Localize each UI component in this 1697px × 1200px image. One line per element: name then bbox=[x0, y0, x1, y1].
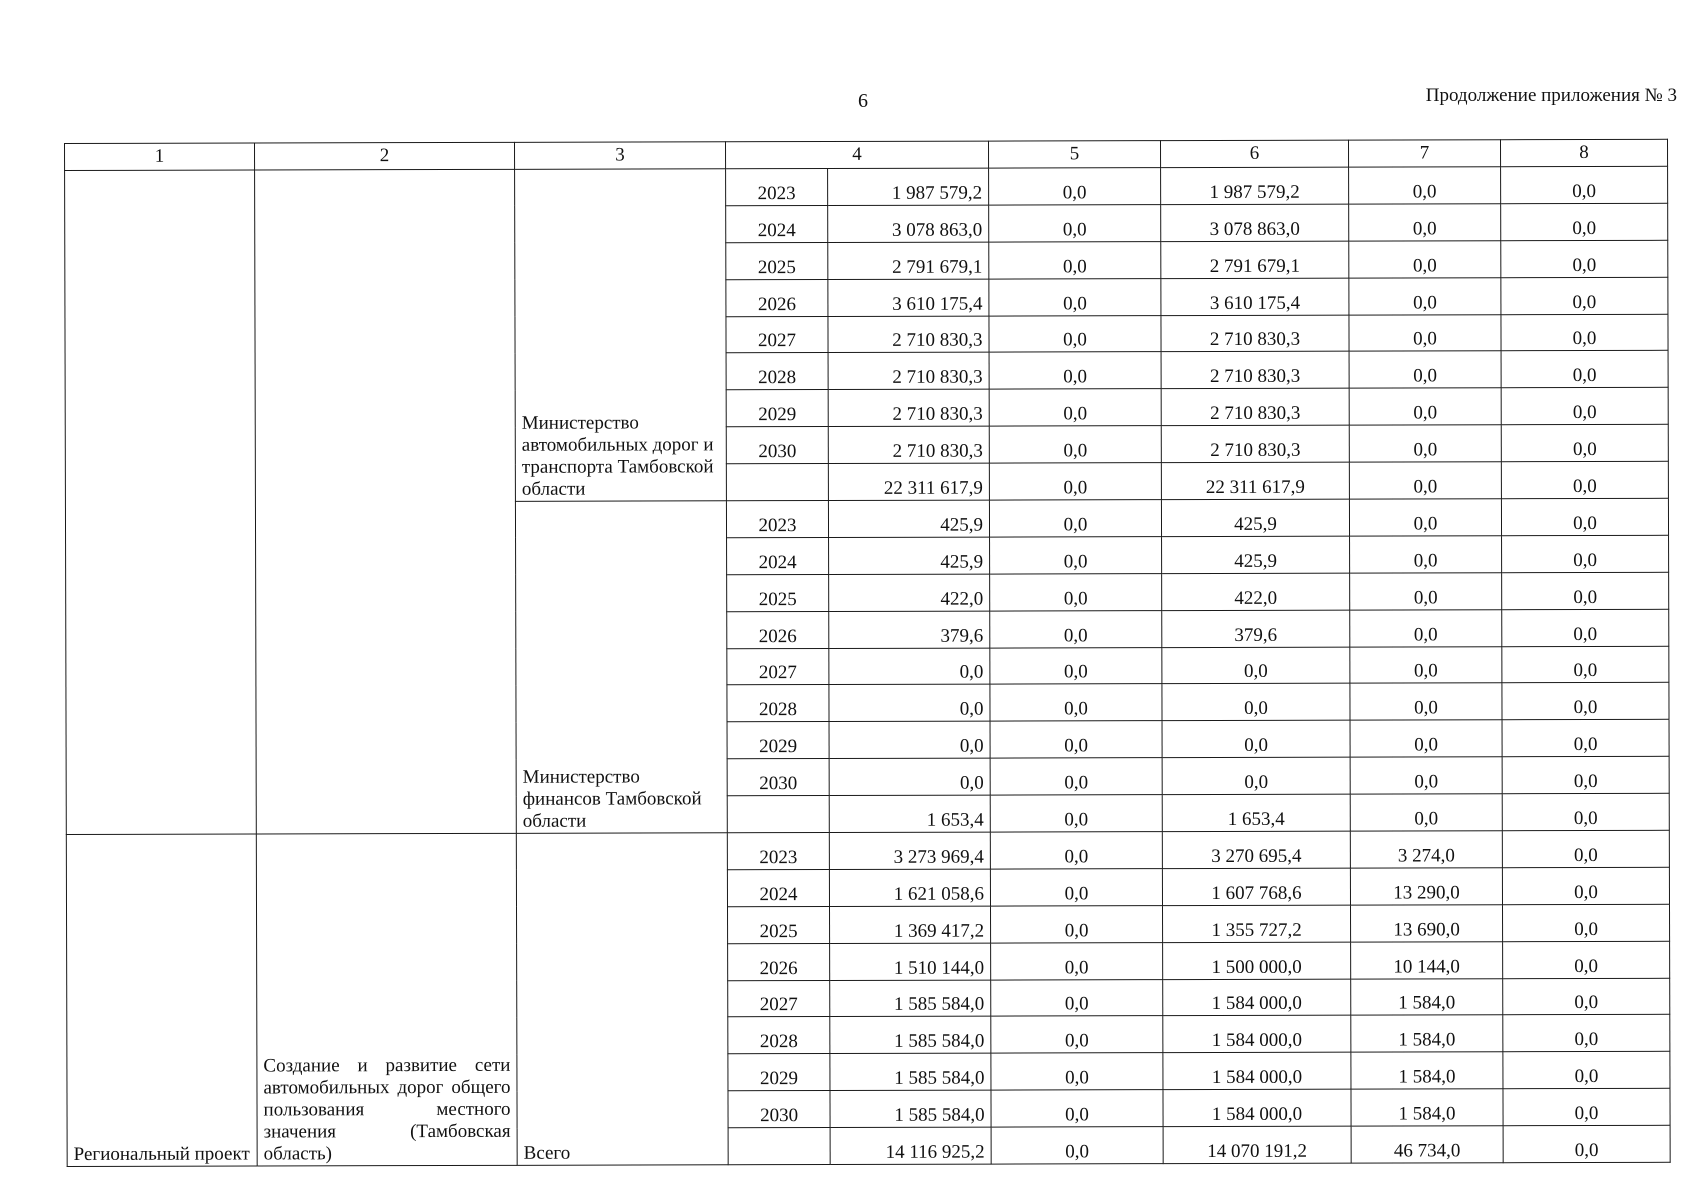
value-cell: 0,0 bbox=[1350, 794, 1502, 831]
value-cell: 0,0 bbox=[1349, 204, 1501, 241]
value-cell: 0,0 bbox=[1162, 684, 1350, 721]
value-cell: 10 144,0 bbox=[1351, 941, 1503, 978]
value-cell: 0,0 bbox=[1350, 646, 1502, 683]
value-cell: 422,0 bbox=[1162, 573, 1350, 610]
value-cell: 1 584,0 bbox=[1351, 1052, 1503, 1089]
total-cell: 1 987 579,2 bbox=[828, 168, 989, 205]
value-cell: 0,0 bbox=[989, 352, 1161, 389]
total-cell: 1 585 584,0 bbox=[830, 1090, 991, 1127]
value-cell: 0,0 bbox=[1162, 757, 1350, 794]
responsible-cell: Министерство автомобильных дорог и транспорта Тамбовской области bbox=[515, 169, 727, 502]
value-cell: 0,0 bbox=[990, 758, 1162, 795]
value-cell: 0,0 bbox=[1502, 904, 1669, 941]
year-cell: 2029 bbox=[726, 390, 828, 427]
responsible-cell: Министерство финансов Тамбовской области bbox=[515, 501, 727, 834]
value-cell: 0,0 bbox=[989, 389, 1161, 426]
year-cell bbox=[728, 1128, 830, 1165]
year-cell: 2026 bbox=[726, 279, 828, 316]
year-cell: 2030 bbox=[727, 759, 829, 796]
value-cell: 0,0 bbox=[1501, 277, 1668, 314]
value-cell: 2 710 830,3 bbox=[1161, 352, 1349, 389]
page-number: 6 bbox=[858, 90, 868, 112]
total-cell: 14 116 925,2 bbox=[830, 1127, 991, 1164]
year-cell: 2023 bbox=[726, 501, 828, 538]
value-cell: 0,0 bbox=[1503, 1052, 1670, 1089]
value-cell: 3 610 175,4 bbox=[1161, 278, 1349, 315]
total-cell: 1 585 584,0 bbox=[830, 980, 991, 1017]
row-name-cell bbox=[255, 169, 517, 834]
year-cell: 2023 bbox=[727, 833, 829, 870]
value-cell: 0,0 bbox=[1502, 609, 1669, 646]
value-cell: 0,0 bbox=[1502, 646, 1669, 683]
total-cell: 379,6 bbox=[829, 611, 990, 648]
value-cell: 0,0 bbox=[991, 905, 1163, 942]
year-cell: 2030 bbox=[728, 1091, 830, 1128]
value-cell: 0,0 bbox=[1349, 167, 1501, 204]
value-cell: 0,0 bbox=[1349, 241, 1501, 278]
value-cell: 0,0 bbox=[989, 500, 1161, 537]
year-cell: 2028 bbox=[726, 353, 828, 390]
value-cell: 46 734,0 bbox=[1351, 1126, 1503, 1163]
value-cell: 0,0 bbox=[1502, 572, 1669, 609]
year-cell: 2030 bbox=[726, 427, 828, 464]
header-cell: 8 bbox=[1500, 139, 1667, 166]
year-cell: 2024 bbox=[726, 205, 828, 242]
row-category-cell bbox=[65, 170, 257, 835]
value-cell: 0,0 bbox=[1503, 941, 1670, 978]
value-cell: 0,0 bbox=[1502, 683, 1669, 720]
header-cell: 6 bbox=[1160, 140, 1348, 167]
header-cell: 3 bbox=[514, 142, 725, 170]
row-name-cell: Создание и развитие сети автомобильных дорог общего пользования местного значения (Тамбовская область) bbox=[256, 833, 517, 1166]
year-cell: 2024 bbox=[727, 869, 829, 906]
value-cell: 0,0 bbox=[1350, 720, 1502, 757]
year-cell bbox=[727, 796, 829, 833]
total-cell: 1 621 058,6 bbox=[829, 869, 990, 906]
total-cell: 3 078 863,0 bbox=[828, 205, 989, 242]
value-cell: 0,0 bbox=[1501, 498, 1668, 535]
total-cell: 2 710 830,3 bbox=[828, 353, 989, 390]
total-cell: 0,0 bbox=[829, 685, 990, 722]
value-cell: 1 584 000,0 bbox=[1163, 979, 1351, 1016]
value-cell: 0,0 bbox=[989, 168, 1161, 205]
header-cell: 2 bbox=[255, 142, 515, 170]
total-cell: 2 710 830,3 bbox=[828, 426, 989, 463]
value-cell: 0,0 bbox=[1501, 203, 1668, 240]
header-row bbox=[65, 139, 1668, 170]
value-cell: 2 791 679,1 bbox=[1161, 241, 1349, 278]
value-cell: 0,0 bbox=[990, 721, 1162, 758]
value-cell: 0,0 bbox=[991, 1090, 1163, 1127]
table-row bbox=[66, 830, 1669, 871]
value-cell: 13 290,0 bbox=[1350, 868, 1502, 905]
year-cell: 2027 bbox=[726, 316, 828, 353]
header-cell: 4 bbox=[725, 141, 988, 169]
value-cell: 0,0 bbox=[1349, 425, 1501, 462]
value-cell: 0,0 bbox=[989, 241, 1161, 278]
total-cell: 1 510 144,0 bbox=[830, 943, 991, 980]
year-cell: 2024 bbox=[727, 537, 829, 574]
total-cell: 425,9 bbox=[828, 500, 989, 537]
value-cell: 0,0 bbox=[1502, 757, 1669, 794]
table-body bbox=[65, 166, 1671, 1166]
value-cell: 0,0 bbox=[1503, 1089, 1670, 1126]
total-cell: 2 710 830,3 bbox=[828, 316, 989, 353]
value-cell: 1 584,0 bbox=[1351, 978, 1503, 1015]
value-cell: 0,0 bbox=[1501, 388, 1668, 425]
value-cell: 0,0 bbox=[1501, 351, 1668, 388]
value-cell: 0,0 bbox=[990, 795, 1162, 832]
value-cell: 0,0 bbox=[989, 315, 1161, 352]
value-cell: 1 584 000,0 bbox=[1163, 1053, 1351, 1090]
value-cell: 0,0 bbox=[1503, 978, 1670, 1015]
value-cell: 0,0 bbox=[1349, 462, 1501, 499]
value-cell: 0,0 bbox=[991, 1053, 1163, 1090]
total-cell: 0,0 bbox=[829, 721, 990, 758]
value-cell: 0,0 bbox=[1501, 425, 1668, 462]
total-cell: 1 585 584,0 bbox=[830, 1017, 991, 1054]
value-cell: 425,9 bbox=[1162, 536, 1350, 573]
value-cell: 1 584,0 bbox=[1351, 1015, 1503, 1052]
value-cell: 0,0 bbox=[1502, 793, 1669, 830]
value-cell: 0,0 bbox=[1501, 240, 1668, 277]
value-cell: 1 355 727,2 bbox=[1162, 905, 1350, 942]
header-cell: 1 bbox=[65, 143, 255, 170]
value-cell: 379,6 bbox=[1162, 610, 1350, 647]
value-cell: 0,0 bbox=[1162, 720, 1350, 757]
total-cell: 1 653,4 bbox=[829, 795, 990, 832]
value-cell: 0,0 bbox=[1349, 499, 1501, 536]
year-cell bbox=[726, 464, 828, 501]
value-cell: 1 653,4 bbox=[1162, 794, 1350, 831]
header-cell: 7 bbox=[1348, 140, 1500, 167]
value-cell: 3 274,0 bbox=[1350, 831, 1502, 868]
total-cell: 425,9 bbox=[829, 537, 990, 574]
value-cell: 1 584 000,0 bbox=[1163, 1016, 1351, 1053]
value-cell: 0,0 bbox=[1349, 388, 1501, 425]
value-cell: 0,0 bbox=[1502, 830, 1669, 867]
value-cell: 0,0 bbox=[991, 942, 1163, 979]
value-cell: 2 710 830,3 bbox=[1161, 425, 1349, 462]
value-cell: 0,0 bbox=[989, 463, 1161, 500]
value-cell: 22 311 617,9 bbox=[1161, 462, 1349, 499]
year-cell: 2025 bbox=[727, 574, 829, 611]
value-cell: 1 584 000,0 bbox=[1163, 1089, 1351, 1126]
year-cell: 2027 bbox=[727, 648, 829, 685]
value-cell: 0,0 bbox=[990, 869, 1162, 906]
value-cell: 0,0 bbox=[1350, 609, 1502, 646]
value-cell: 0,0 bbox=[1501, 314, 1668, 351]
table-row bbox=[65, 166, 1668, 207]
value-cell: 0,0 bbox=[1502, 720, 1669, 757]
value-cell: 0,0 bbox=[991, 1016, 1163, 1053]
row-category-cell: Региональный проект bbox=[66, 834, 257, 1167]
value-cell: 0,0 bbox=[1350, 683, 1502, 720]
value-cell: 1 500 000,0 bbox=[1163, 942, 1351, 979]
value-cell: 0,0 bbox=[990, 537, 1162, 574]
year-cell: 2025 bbox=[726, 242, 828, 279]
value-cell: 0,0 bbox=[1502, 867, 1669, 904]
value-cell: 0,0 bbox=[990, 684, 1162, 721]
year-cell: 2029 bbox=[728, 1054, 830, 1091]
total-cell: 1 369 417,2 bbox=[830, 906, 991, 943]
value-cell: 0,0 bbox=[991, 1127, 1163, 1164]
value-cell: 0,0 bbox=[990, 573, 1162, 610]
financing-table bbox=[64, 139, 1671, 1167]
value-cell: 425,9 bbox=[1161, 499, 1349, 536]
value-cell: 0,0 bbox=[1350, 536, 1502, 573]
value-cell: 0,0 bbox=[990, 610, 1162, 647]
value-cell: 0,0 bbox=[990, 647, 1162, 684]
continuation-note: Продолжение приложения № 3 bbox=[1425, 85, 1677, 106]
value-cell: 0,0 bbox=[1350, 757, 1502, 794]
value-cell: 0,0 bbox=[989, 278, 1161, 315]
value-cell: 1 607 768,6 bbox=[1162, 868, 1350, 905]
year-cell: 2028 bbox=[727, 685, 829, 722]
year-cell: 2023 bbox=[726, 169, 828, 206]
value-cell: 0,0 bbox=[989, 426, 1161, 463]
value-cell: 0,0 bbox=[989, 205, 1161, 242]
total-cell: 3 273 969,4 bbox=[829, 832, 990, 869]
value-cell: 0,0 bbox=[1502, 535, 1669, 572]
year-cell: 2027 bbox=[728, 980, 830, 1017]
value-cell: 3 270 695,4 bbox=[1162, 831, 1350, 868]
value-cell: 2 710 830,3 bbox=[1161, 315, 1349, 352]
value-cell: 0,0 bbox=[1349, 277, 1501, 314]
value-cell: 1 584,0 bbox=[1351, 1089, 1503, 1126]
total-cell: 0,0 bbox=[829, 648, 990, 685]
responsible-cell: Всего bbox=[516, 833, 728, 1166]
value-cell: 0,0 bbox=[1501, 461, 1668, 498]
total-cell: 2 710 830,3 bbox=[828, 389, 989, 426]
total-cell: 422,0 bbox=[829, 574, 990, 611]
total-cell: 1 585 584,0 bbox=[830, 1053, 991, 1090]
year-cell: 2026 bbox=[727, 611, 829, 648]
value-cell: 0,0 bbox=[1503, 1125, 1670, 1162]
year-cell: 2026 bbox=[728, 943, 830, 980]
value-cell: 0,0 bbox=[1162, 647, 1350, 684]
value-cell: 2 710 830,3 bbox=[1161, 388, 1349, 425]
year-cell: 2029 bbox=[727, 722, 829, 759]
value-cell: 0,0 bbox=[1501, 166, 1668, 203]
total-cell: 2 791 679,1 bbox=[828, 242, 989, 279]
value-cell: 14 070 191,2 bbox=[1163, 1126, 1351, 1163]
value-cell: 0,0 bbox=[1349, 351, 1501, 388]
total-cell: 3 610 175,4 bbox=[828, 279, 989, 316]
value-cell: 0,0 bbox=[1503, 1015, 1670, 1052]
value-cell: 0,0 bbox=[1349, 314, 1501, 351]
value-cell: 0,0 bbox=[1350, 573, 1502, 610]
value-cell: 1 987 579,2 bbox=[1161, 167, 1349, 204]
total-cell: 22 311 617,9 bbox=[828, 463, 989, 500]
header-cell: 5 bbox=[988, 141, 1160, 168]
year-cell: 2025 bbox=[728, 906, 830, 943]
total-cell: 0,0 bbox=[829, 758, 990, 795]
value-cell: 0,0 bbox=[991, 979, 1163, 1016]
year-cell: 2028 bbox=[728, 1017, 830, 1054]
value-cell: 3 078 863,0 bbox=[1161, 204, 1349, 241]
value-cell: 0,0 bbox=[990, 832, 1162, 869]
value-cell: 13 690,0 bbox=[1350, 905, 1502, 942]
